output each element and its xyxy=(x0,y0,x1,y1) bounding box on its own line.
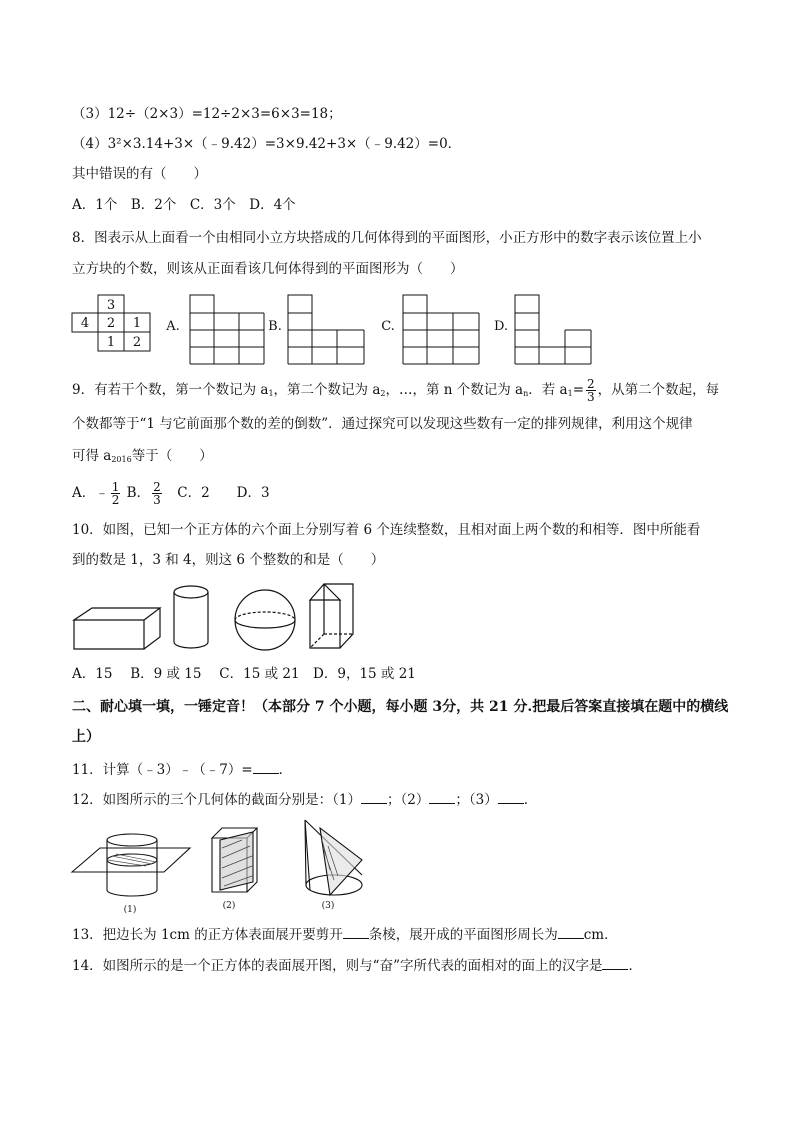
option-label-b: B. xyxy=(268,319,282,334)
question-9-line-2: 个数都等于“1 与它前面那个数的差的倒数”．通过探究可以发现这些数有一定的排列规律，利用这个规律 xyxy=(72,416,693,432)
option-label-c: C. xyxy=(381,319,395,334)
question-14: 14．如图所示的是一个正方体的表面展开图，则与“奋”字所代表的面相对的面上的汉字是 ． xyxy=(72,958,642,974)
answer-blank[interactable] xyxy=(253,761,279,774)
section-2-heading-line-1: 二、耐心填一填，一锤定音！（本部分 7 个小题，每小题 3分，共 21 分.把最后答案直接填在题中的横线 xyxy=(72,699,729,715)
grid-number: 2 xyxy=(106,316,116,331)
grid-number: 4 xyxy=(80,316,90,331)
question-10-line-1: 10．如图，已知一个正方体的六个面上分别写着 6 个连续整数，且相对面上两个数的和相等．图中所能看 xyxy=(72,522,701,538)
question-9-line-3: 可得 $a_{2016}$等于（ ） xyxy=(72,448,213,464)
figure-label-3: (3) xyxy=(321,901,335,911)
question-12-figure xyxy=(72,820,372,918)
question-7-line-3: （3）12÷（2×3）=12÷2×3=6×3=18； xyxy=(72,106,342,122)
grid-number: 1 xyxy=(106,335,116,350)
question-9-line-1: 9．有若干个数，第一个数记为 $a_1$，第二个数记为 $a_2$，…，第 n 个数记为 $a_n$．若 $a_1=$ $\frac{2}{3}$ ，从第二个数起，每 xyxy=(72,377,720,404)
section-2-heading-line-2: 上） xyxy=(72,729,100,745)
question-10-options: A．15 B．9 或 15 C．15 或 21 D．9，15 或 21 xyxy=(72,666,416,682)
answer-blank[interactable] xyxy=(558,926,584,939)
fraction-one-half: $\frac{1}{2}$ xyxy=(111,480,120,507)
question-7-options: A．1个 B．2个 C．3个 D．4个 xyxy=(72,197,296,213)
question-12: 12．如图所示的三个几何体的截面分别是：（1） ；（2） ；（3） ． xyxy=(72,792,538,808)
question-11: 11．计算（﹣3）﹣（﹣7）= ． xyxy=(72,762,293,778)
option-label-d: D. xyxy=(493,319,509,334)
fraction-two-thirds: $\frac{2}{3}$ xyxy=(587,377,595,404)
figure-label-1: (1) xyxy=(123,905,137,915)
question-8-figure xyxy=(72,295,612,365)
answer-blank[interactable] xyxy=(429,791,455,804)
question-10-line-2: 到的数是 1，3 和 4，则这 6 个整数的和是（ ） xyxy=(72,552,385,568)
answer-blank[interactable] xyxy=(343,926,369,939)
question-8-line-1: 8．图表示从上面看一个由相同小立方块搭成的几何体得到的平面图形，小正方形中的数字表示该位置上小 xyxy=(72,230,702,246)
question-8-line-2: 立方块的个数，则该从正面看该几何体得到的平面图形为（ ） xyxy=(72,261,464,277)
figure-label-2: (2) xyxy=(222,901,236,911)
option-label-a: A. xyxy=(166,319,180,334)
answer-blank[interactable] xyxy=(602,957,628,970)
question-9-options: A．﹣ $\frac{1}{2}$ B． $\frac{2}{3}$ C．2 D．3 xyxy=(72,480,270,507)
question-13: 13．把边长为 1cm 的正方体表面展开要剪开 条棱，展开成的平面图形周长为 cm． xyxy=(72,927,618,943)
question-10-figure xyxy=(72,582,362,652)
fraction-two-thirds: $\frac{2}{3}$ xyxy=(153,480,161,507)
question-7-line-4: （4）3²×3.14+3×（﹣9.42）=3×9.42+3×（﹣9.42）=0． xyxy=(72,136,462,152)
answer-blank[interactable] xyxy=(498,791,524,804)
grid-number: 2 xyxy=(132,335,142,350)
answer-blank[interactable] xyxy=(361,791,387,804)
question-7-prompt: 其中错误的有（ ） xyxy=(72,166,207,182)
grid-number: 3 xyxy=(106,298,116,313)
grid-number: 1 xyxy=(132,316,142,331)
